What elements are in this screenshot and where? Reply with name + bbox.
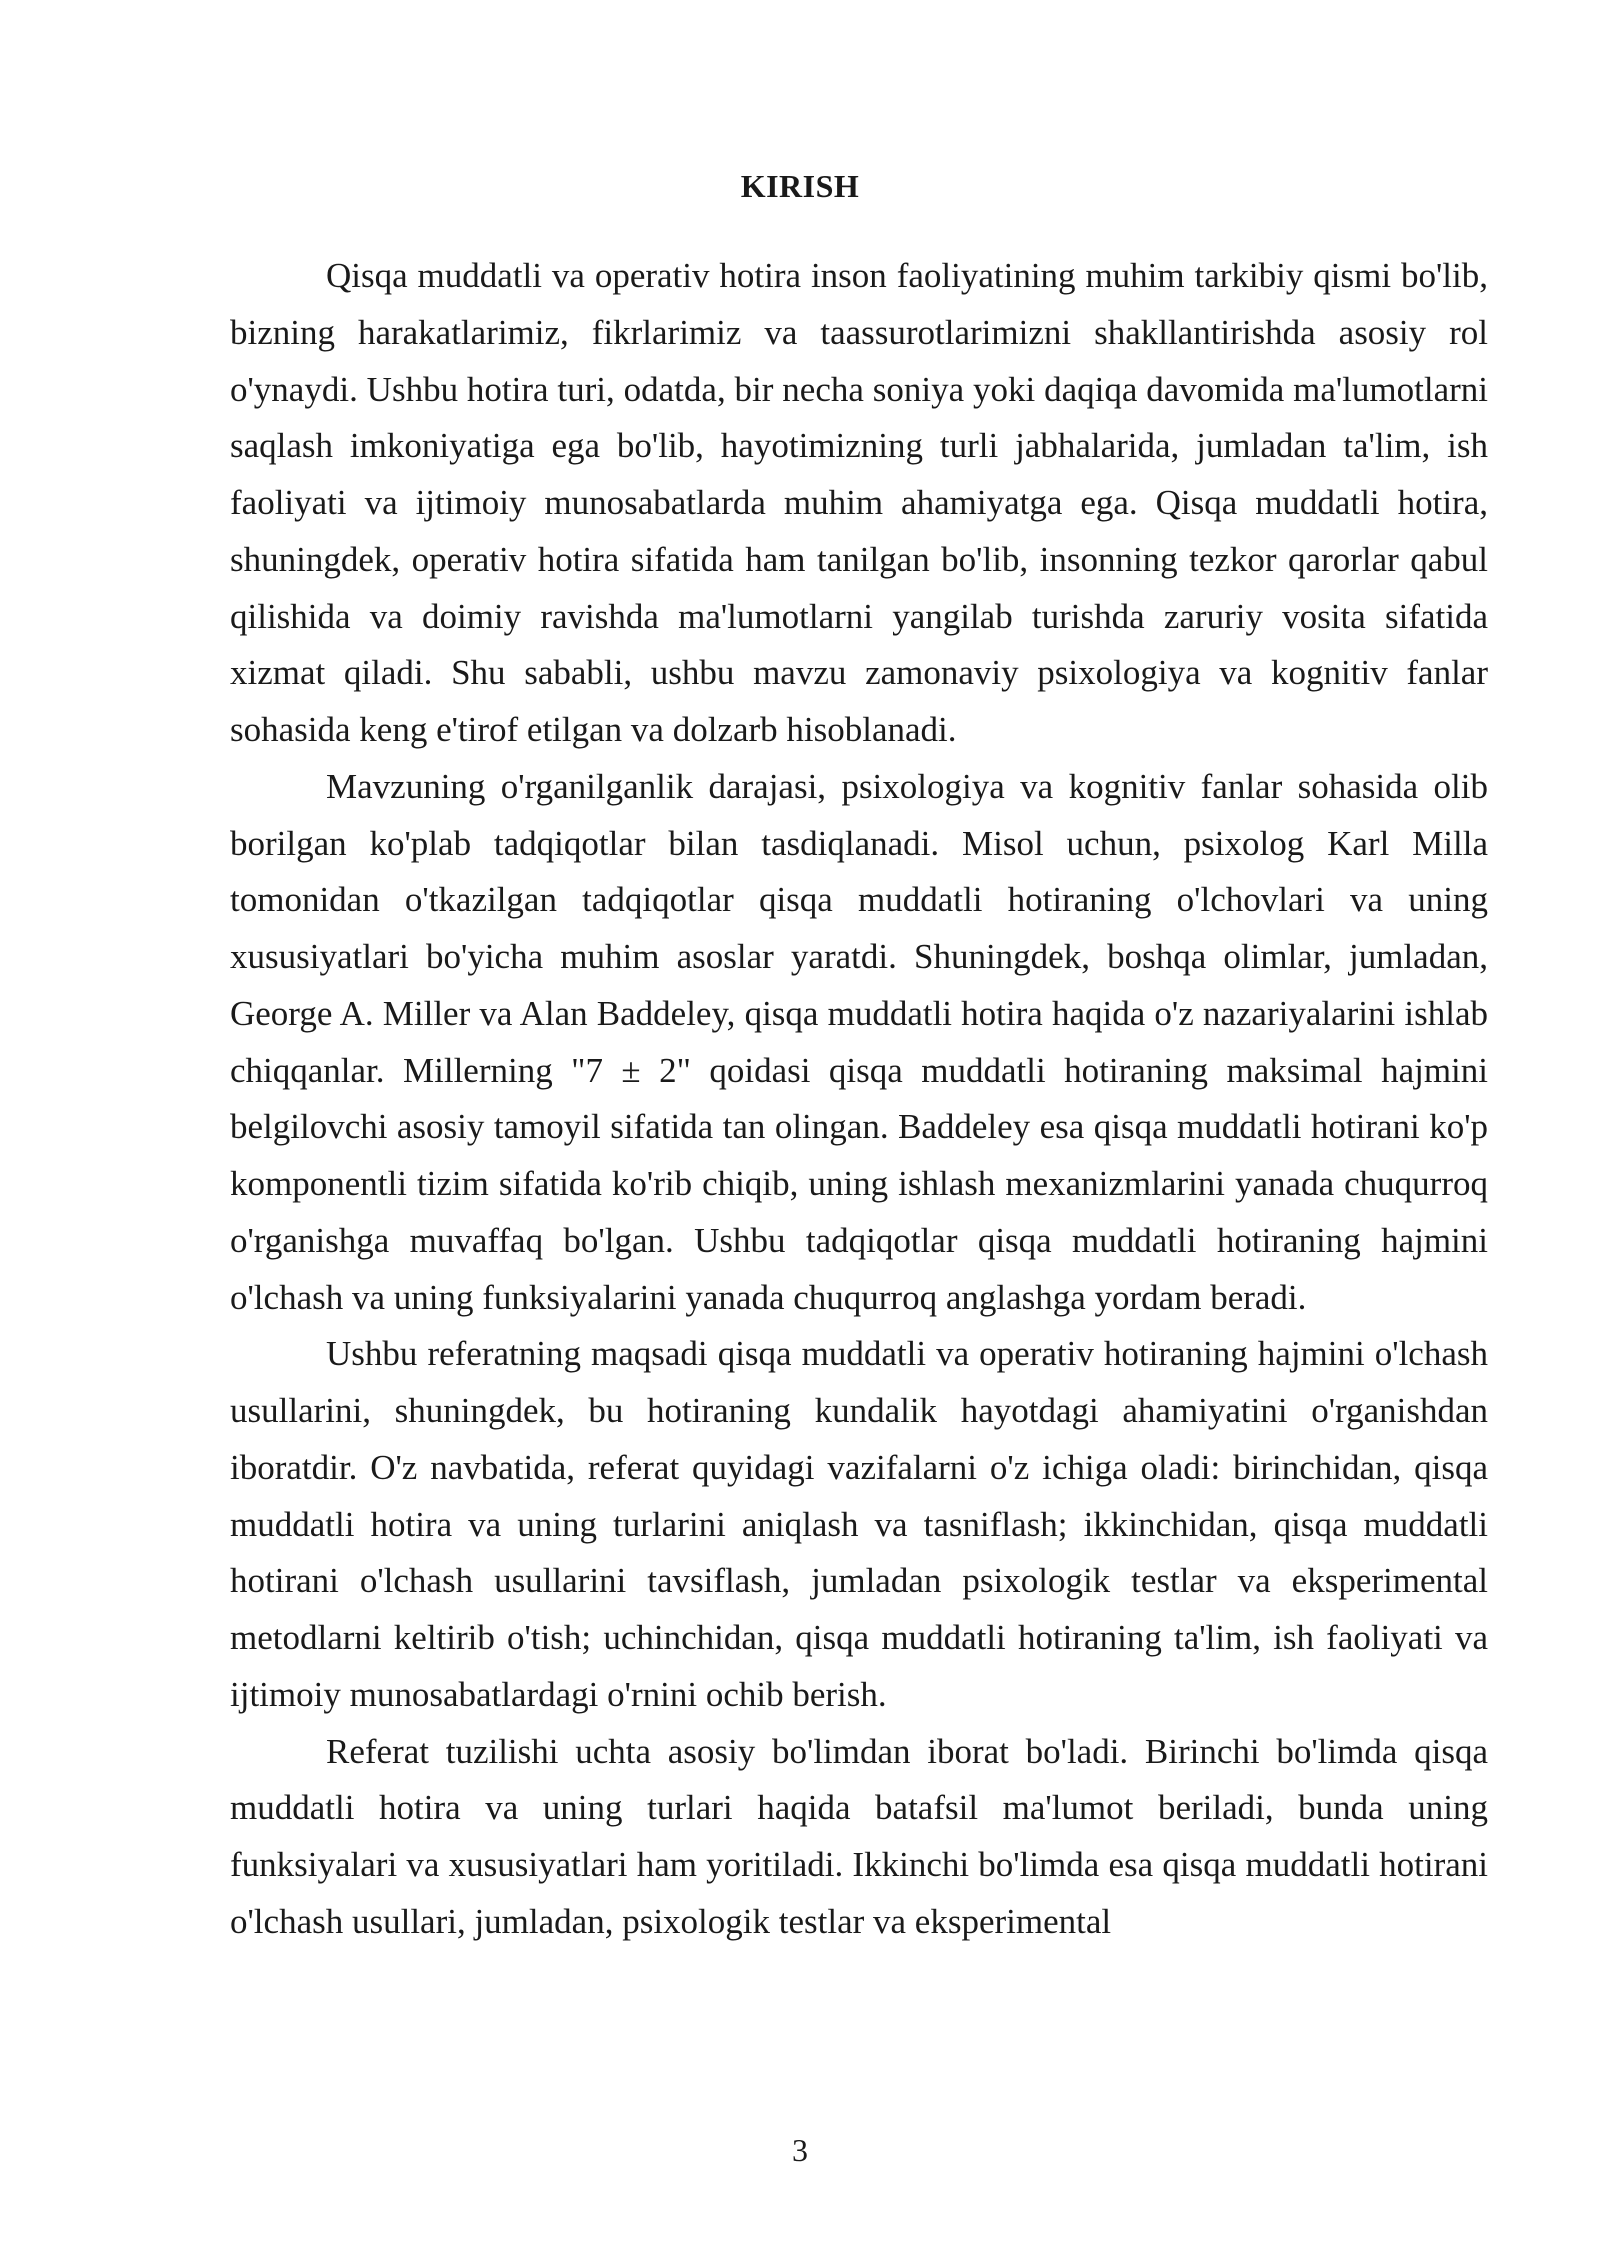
- paragraph-introduction: Qisqa muddatli va operativ hotira inson faoliyatining muhim tarkibiy qismi bo'lib, bizning harakatlarimiz, fikrlarimiz va taassurotlarimizni shakllantirishda asosiy rol o'ynaydi. Ushbu hotira turi, odatda, bir necha soniya yoki daqiqa davomida ma'lumotlarni saqlash imkoniyatiga ega bo'lib, hayotimizning turli jabhalarida, jumladan ta'lim, ish faoliyati va ijtimoiy munosabatlarda muhim ahamiyatga ega. Qisqa muddatli hotira, shuningdek, operativ hotira sifatida ham tanilgan bo'lib, insonning tezkor qarorlar qabul qilishida va doimiy ravishda ma'lumotlarni yangilab turishda zaruriy vosita sifatida xizmat qiladi. Shu sababli, ushbu mavzu zamonaviy psixologiya va kognitiv fanlar sohasida keng e'tirof etilgan va dolzarb hisoblanadi.: [230, 256, 1488, 749]
- page-heading: KIRISH: [740, 168, 860, 204]
- paragraph-structure: Referat tuzilishi uchta asosiy bo'limdan iborat bo'ladi. Birinchi bo'limda qisqa muddatli hotira va uning turlari haqida batafsil ma'lumot beriladi, bunda uning funksiyalari va xususiyatlari ham yoritiladi. Ikkinchi bo'limda esa qisqa muddatli hotirani o'lchash usullari, jumladan, psixologik testlar va eksperimental: [230, 1731, 1488, 1941]
- document-body: [230, 248, 1488, 1951]
- page-number: 3: [792, 2132, 808, 2168]
- paragraph-aims-and-tasks: Ushbu referatning maqsadi qisqa muddatli va operativ hotiraning hajmini o'lchash usullarini, shuningdek, bu hotiraning kundalik hayotdagi ahamiyatini o'rganishdan iboratdir. O'z navbatida, referat quyidagi vazifalarni o'z ichiga oladi: birinchidan, qisqa muddatli hotira va uning turlarini aniqlash va tasniflash; ikkinchidan, qisqa muddatli hotirani o'lchash usullarini tavsiflash, jumladan psixologik testlar va eksperimental metodlarni keltirib o'tish; uchinchidan, qisqa muddatli hotiraning ta'lim, ish faoliyati va ijtimoiy munosabatlardagi o'rnini ochib berish.: [230, 1334, 1488, 1714]
- paragraph-research-degree: Mavzuning o'rganilganlik darajasi, psixologiya va kognitiv fanlar sohasida olib borilgan ko'plab tadqiqotlar bilan tasdiqlanadi. Misol uchun, psixolog Karl Milla tomonidan o'tkazilgan tadqiqotlar qisqa muddatli hotiraning o'lchovlari va uning xususiyatlari bo'yicha muhim asoslar yaratdi. Shuningdek, boshqa olimlar, jumladan, George A. Miller va Alan Baddeley, qisqa muddatli hotira haqida o'z nazariyalarini ishlab chiqqanlar. Millerning "7 ± 2" qoidasi qisqa muddatli hotiraning maksimal hajmini belgilovchi asosiy tamoyil sifatida tan olingan. Baddeley esa qisqa muddatli hotirani ko'p komponentli tizim sifatida ko'rib chiqib, uning ishlash mexanizmlarini yanada chuqurroq o'rganishga muvaffaq bo'lgan. Ushbu tadqiqotlar qisqa muddatli hotiraning hajmini o'lchash va uning funksiyalarini yanada chuqurroq anglashga yordam beradi.: [230, 766, 1488, 1317]
